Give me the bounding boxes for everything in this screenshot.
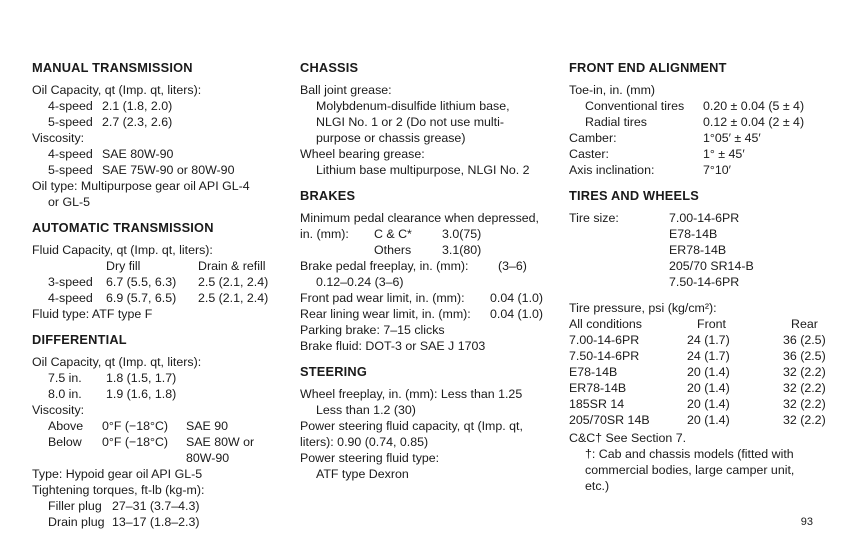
spec-label: Rear lining wear limit, in. (mm): [300, 307, 471, 321]
chassis-section [300, 60, 562, 178]
spec-row [569, 98, 839, 114]
spec-label: 7.5 in. [48, 371, 82, 385]
spec-row [32, 434, 282, 450]
steering-heading: STEERING [300, 364, 368, 379]
ps-capacity-text-cont: liters): 0.90 (0.74, 0.85) [300, 435, 429, 449]
tire-size-label: Tire size: [569, 211, 619, 225]
spec-value: 1.8 (1.5, 1.7) [106, 371, 177, 385]
col-header: Drain & refill [198, 259, 266, 273]
cell: 24 (1.7) [687, 349, 730, 363]
spec-temp: 0°F (−18°C) [102, 419, 169, 433]
footnote-dagger-cont: commercial bodies, large camper unit, [585, 463, 795, 477]
manual-transmission-heading: MANUAL TRANSMISSION [32, 60, 193, 75]
spec-row [569, 162, 839, 178]
spec-row [300, 226, 562, 242]
ball-joint-text: purpose or chassis grease) [316, 131, 466, 145]
spec-label: Caster: [569, 147, 609, 161]
spec-value: 0.12 ± 0.04 (2 ± 4) [703, 115, 805, 129]
spec-label: Axis inclination: [569, 163, 655, 177]
cell: ER78-14B [569, 381, 627, 395]
spec-label: Others [374, 243, 412, 257]
cell: 6.7 (5.5, 6.3) [106, 275, 177, 289]
cell: 32 (2.2) [783, 413, 826, 427]
table-row [569, 380, 839, 396]
table-row [569, 364, 839, 380]
fluid-capacity-label: Fluid Capacity, qt (Imp. qt, liters): [32, 243, 213, 257]
parking-brake-text: Parking brake: 7–15 clicks [300, 323, 445, 337]
spec-value: 3.0(75) [442, 227, 482, 241]
spec-value: (3–6) [498, 259, 527, 273]
spec-row [32, 514, 282, 530]
spec-row [300, 242, 562, 258]
tire-size-block [569, 210, 839, 290]
page-number: 93 [800, 516, 813, 528]
spec-value: SAE 75W-90 or 80W-90 [102, 163, 235, 177]
viscosity-label: Viscosity: [32, 403, 85, 417]
ps-type-label: Power steering fluid type: [300, 451, 440, 465]
spec-value: 7°10′ [703, 163, 731, 177]
table-row [32, 290, 282, 306]
tire-size-list [669, 210, 754, 290]
spec-label: Below [48, 435, 82, 449]
tires-heading: TIRES AND WHEELS [569, 188, 699, 203]
spec-value: 1.9 (1.6, 1.8) [106, 387, 177, 401]
spec-label: Camber: [569, 131, 617, 145]
differential-section [32, 332, 282, 530]
cell: 36 (2.5) [783, 349, 826, 363]
spec-label: Radial tires [585, 115, 647, 129]
spec-value: 2.7 (2.3, 2.6) [102, 115, 173, 129]
tires-section [569, 188, 839, 494]
tire-size: 7.50-14-6PR [669, 275, 740, 289]
cell: 20 (1.4) [687, 365, 730, 379]
ball-joint-text: NLGI No. 1 or 2 (Do not use multi- [316, 115, 504, 129]
cell: E78-14B [569, 365, 618, 379]
spec-value: 0.04 (1.0) [490, 291, 544, 305]
ball-joint-text: Molybdenum-disulfide lithium base, [316, 99, 510, 113]
spec-row [569, 130, 839, 146]
brakes-section [300, 188, 562, 354]
cell: 32 (2.2) [783, 381, 826, 395]
wheel-freeplay-text: Wheel freeplay, in. (mm): Less than 1.25 [300, 387, 523, 401]
oil-capacity-label: Oil Capacity, qt (Imp. qt, liters): [32, 355, 202, 369]
spec-label: in. (mm): [300, 227, 349, 241]
cell: 3-speed [48, 275, 93, 289]
spec-value: 0.20 ± 0.04 (5 ± 4) [703, 99, 805, 113]
wheel-freeplay-text-cont: Less than 1.2 (30) [316, 403, 416, 417]
spec-value: SAE 80W-90 [102, 147, 174, 161]
cell: 20 (1.4) [687, 413, 730, 427]
table-header [569, 316, 839, 332]
table-row [569, 412, 839, 428]
ball-joint-label: Ball joint grease: [300, 83, 392, 97]
cell: 32 (2.2) [783, 397, 826, 411]
automatic-transmission-heading: AUTOMATIC TRANSMISSION [32, 220, 214, 235]
oil-capacity-label: Oil Capacity, qt (Imp. qt, liters): [32, 83, 202, 97]
table-row [569, 332, 839, 348]
cell: 7.50-14-6PR [569, 349, 640, 363]
cell: 32 (2.2) [783, 365, 826, 379]
spec-row [32, 370, 282, 386]
cell: 2.5 (2.1, 2.4) [198, 275, 269, 289]
column-right [569, 60, 839, 504]
viscosity-label: Viscosity: [32, 131, 85, 145]
oil-type-text-cont: or GL-5 [48, 195, 91, 209]
spec-row [32, 114, 282, 130]
spec-label: Brake pedal freeplay, in. (mm): [300, 259, 469, 273]
ps-type-value: ATF type Dexron [316, 467, 409, 481]
alignment-heading: FRONT END ALIGNMENT [569, 60, 727, 75]
wheel-bearing-text: Lithium base multipurpose, NLGI No. 2 [316, 163, 530, 177]
column-middle [300, 60, 562, 492]
steering-section [300, 364, 562, 482]
type-text: Type: Hypoid gear oil API GL-5 [32, 467, 203, 481]
wheel-bearing-label: Wheel bearing grease: [300, 147, 425, 161]
chassis-heading: CHASSIS [300, 60, 359, 75]
col-header: Front [697, 317, 726, 331]
spec-row [569, 146, 839, 162]
brake-fluid-text: Brake fluid: DOT-3 or SAE J 1703 [300, 339, 486, 353]
table-row [569, 348, 839, 364]
spec-row [300, 258, 562, 274]
table-header [32, 258, 282, 274]
cell: 20 (1.4) [687, 381, 730, 395]
toe-in-label: Toe-in, in. (mm) [569, 83, 656, 97]
spec-label: Filler plug [48, 499, 102, 513]
spec-row [32, 146, 282, 162]
spec-label: 8.0 in. [48, 387, 82, 401]
col-header: All conditions [569, 317, 643, 331]
spec-value: 3.1(80) [442, 243, 482, 257]
spec-row [300, 306, 562, 322]
spec-label: Front pad wear limit, in. (mm): [300, 291, 465, 305]
spec-row [32, 98, 282, 114]
min-pedal-label: Minimum pedal clearance when depressed, [300, 211, 539, 225]
cell: 185SR 14 [569, 397, 625, 411]
alignment-section [569, 60, 839, 178]
spec-value: 27–31 (3.7–4.3) [112, 499, 200, 513]
freeplay-value: 0.12–0.24 (3–6) [316, 275, 404, 289]
ps-capacity-text: Power steering fluid capacity, qt (Imp. qt, [300, 419, 523, 433]
cell: 36 (2.5) [783, 333, 826, 347]
spec-label: 4-speed [48, 147, 93, 161]
spec-row [569, 114, 839, 130]
fluid-type-text: Fluid type: ATF type F [32, 307, 153, 321]
brakes-heading: BRAKES [300, 188, 356, 203]
spec-label: Conventional tires [585, 99, 685, 113]
table-row [569, 396, 839, 412]
column-left [32, 60, 282, 540]
tire-size: E78-14B [669, 227, 718, 241]
spec-row [32, 418, 282, 434]
cell: 6.9 (5.7, 6.5) [106, 291, 177, 305]
footnote-dagger-cont: etc.) [585, 479, 610, 493]
oil-type-text: Oil type: Multipurpose gear oil API GL-4 [32, 179, 250, 193]
footnote-cc: C&C† See Section 7. [569, 431, 687, 445]
spec-label: 5-speed [48, 115, 93, 129]
cell: 24 (1.7) [687, 333, 730, 347]
spec-value: 1°05′ ± 45′ [703, 131, 761, 145]
col-header: Dry fill [106, 259, 141, 273]
spec-value: SAE 80W or [186, 435, 255, 449]
spec-value: SAE 90 [186, 419, 229, 433]
spec-row [32, 498, 282, 514]
spec-value-cont: 80W-90 [186, 451, 230, 465]
differential-heading: DIFFERENTIAL [32, 332, 127, 347]
spec-temp: 0°F (−18°C) [102, 435, 169, 449]
col-header: Rear [791, 317, 818, 331]
spec-row [32, 162, 282, 178]
tire-size: ER78-14B [669, 243, 727, 257]
footnote-dagger: †: Cab and chassis models (fitted with [585, 447, 794, 461]
manual-transmission-section [32, 60, 282, 210]
tire-pressure-label: Tire pressure, psi (kg/cm²): [569, 301, 717, 315]
spec-row [300, 290, 562, 306]
spec-label: Above [48, 419, 84, 433]
spec-label: C & C* [374, 227, 412, 241]
spec-value: 0.04 (1.0) [490, 307, 544, 321]
cell: 7.00-14-6PR [569, 333, 640, 347]
spec-label: Drain plug [48, 515, 105, 529]
cell: 205/70SR 14B [569, 413, 650, 427]
tire-size: 7.00-14-6PR [669, 211, 740, 225]
cell: 4-speed [48, 291, 93, 305]
torques-label: Tightening torques, ft-lb (kg-m): [32, 483, 205, 497]
cell: 2.5 (2.1, 2.4) [198, 291, 269, 305]
spec-value: 2.1 (1.8, 2.0) [102, 99, 173, 113]
table-row [32, 274, 282, 290]
automatic-transmission-section [32, 220, 282, 322]
spec-label: 4-speed [48, 99, 93, 113]
spec-value: 1° ± 45′ [703, 147, 745, 161]
spec-value: 13–17 (1.8–2.3) [112, 515, 200, 529]
cell: 20 (1.4) [687, 397, 730, 411]
tire-size: 205/70 SR14-B [669, 259, 754, 273]
spec-label: 5-speed [48, 163, 93, 177]
spec-row [32, 386, 282, 402]
